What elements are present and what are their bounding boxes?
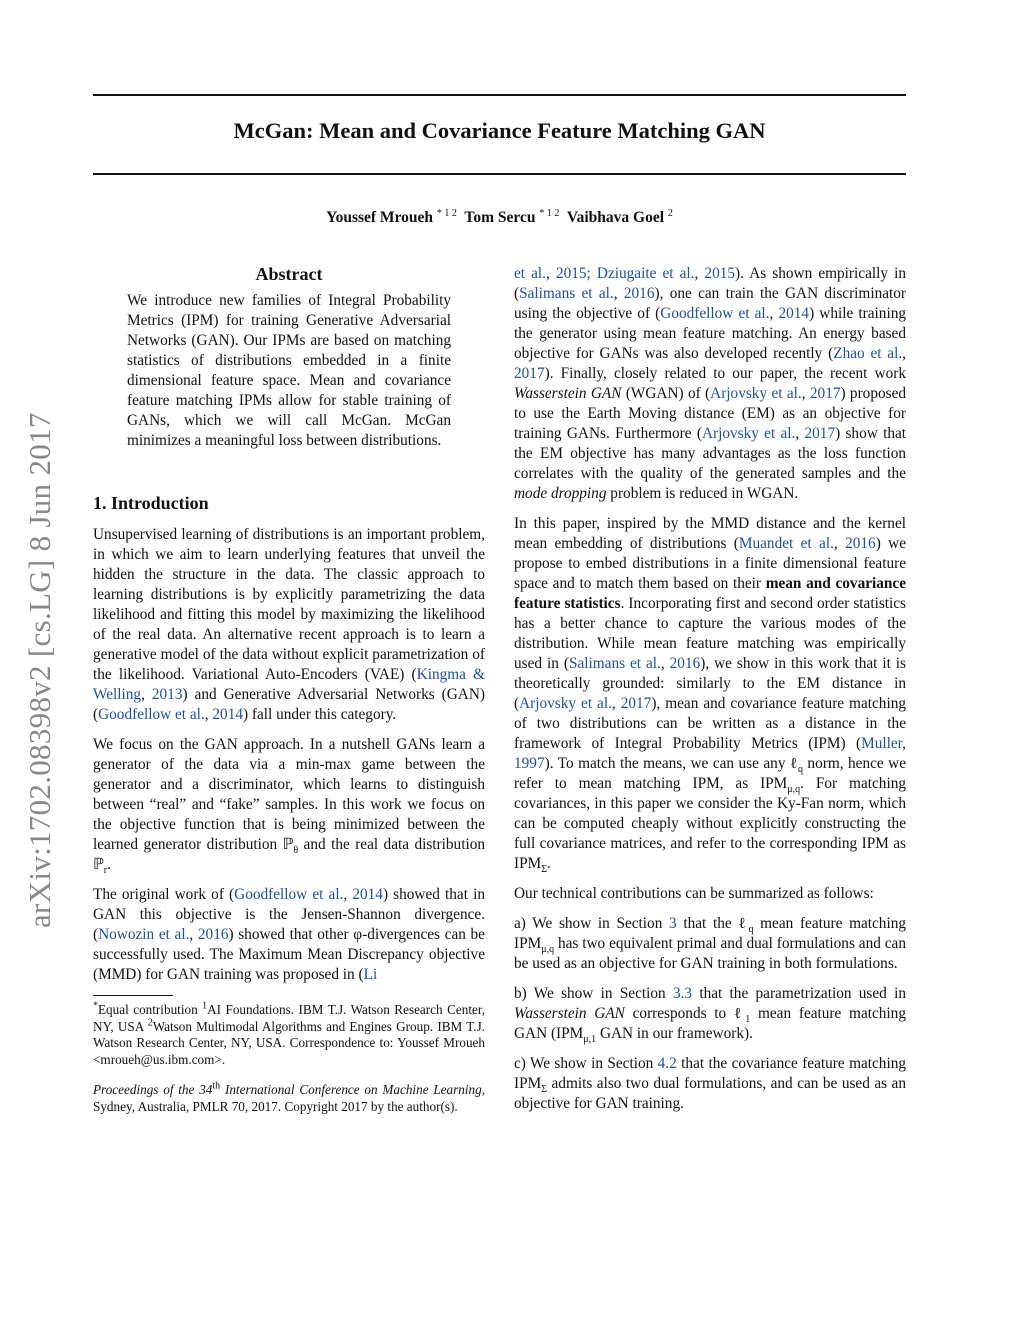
paragraph bbox=[514, 984, 906, 1044]
text-run: International Conference on Machine Learning bbox=[220, 1082, 482, 1097]
citation-link[interactable]: 2015 bbox=[704, 265, 736, 282]
text-run: a) We show in Section bbox=[514, 915, 670, 932]
text-run: q bbox=[797, 764, 803, 776]
text-run: 34 bbox=[199, 1082, 213, 1097]
text-run: We introduce new families of Integral Probability Metrics (IPM) for training Generative Adversarial Networks (GAN). Our IPMs are based on matching statistics of distributions embedded in a finite dimensional feature space. Mean and covariance feature matching IPMs allow for stable training of GANs, which we will call McGan. McGan minimizes a meaningful loss between distributions. bbox=[127, 292, 451, 449]
text-run: c) We show in Section bbox=[514, 1055, 658, 1072]
author-affiliation: * 1 2 bbox=[539, 207, 560, 219]
citation-link[interactable]: 2017 bbox=[804, 425, 836, 442]
paper-title: McGan: Mean and Covariance Feature Matching GAN bbox=[233, 118, 766, 143]
text-run: q bbox=[748, 924, 754, 936]
author-affiliation: * 1 2 bbox=[436, 207, 457, 219]
citation-link[interactable]: Arjovsky et al. bbox=[710, 385, 802, 402]
text-run: . bbox=[547, 855, 551, 872]
text-run: ), one can train the GAN discriminator using the objective of ( bbox=[514, 285, 906, 322]
citation-link[interactable]: Muller bbox=[861, 735, 903, 752]
text-run: ) show that the EM objective has many advantages as the loss function correlates with the quality of the generated samples and the bbox=[514, 425, 907, 482]
text-run: , Sydney, Australia, PMLR 70, 2017. Copyright 2017 by the author(s). bbox=[93, 1082, 485, 1114]
text-run: , bbox=[343, 886, 353, 903]
citation-link[interactable]: Kingma & Welling bbox=[93, 666, 485, 703]
text-run: corresponds to ℓ bbox=[624, 1005, 746, 1022]
title-bottom-rule bbox=[93, 173, 906, 175]
author-list bbox=[93, 209, 906, 227]
paragraph bbox=[514, 264, 906, 504]
text-run: . bbox=[107, 856, 111, 873]
citation-link[interactable]: 2016 bbox=[623, 285, 655, 302]
citation-link[interactable]: 2016 bbox=[197, 926, 229, 943]
text-run: 1 bbox=[745, 1014, 751, 1026]
text-run: , bbox=[660, 655, 670, 672]
author-name: Vaibhava Goel bbox=[566, 209, 665, 226]
text-run: Σ bbox=[541, 864, 548, 876]
text-run: , bbox=[902, 345, 906, 362]
author-name: Tom Sercu bbox=[464, 209, 536, 226]
footnote-rule bbox=[93, 995, 173, 996]
text-run: b) We show in Section bbox=[514, 985, 673, 1002]
text-run: , bbox=[204, 706, 213, 723]
text-run: Wasserstein GAN bbox=[514, 1005, 625, 1022]
text-run: mean feature matching GAN (IPM bbox=[514, 1005, 906, 1042]
abstract-heading: Abstract bbox=[255, 264, 323, 284]
citation-link[interactable]: 2016 bbox=[669, 655, 701, 672]
citation-link[interactable]: 3 bbox=[669, 915, 677, 932]
text-run: . Incorporating first and second order statistics has a better chance to capture the various modes of the distribution. While mean feature matching was empirically used in ( bbox=[514, 595, 907, 672]
citation-link[interactable]: Salimans et al. bbox=[568, 655, 661, 672]
text-run: , bbox=[694, 265, 705, 282]
citation-link[interactable]: 2014 bbox=[212, 706, 243, 723]
text-run: We focus on the GAN approach. In a nutshell GANs learn a generator of the data via a min-max game between the generator and a discriminator, which learns to distinguish between “real” and “fake” samples. In this work we focus on the objective function that is being minimized between the learned generator distribution ℙ bbox=[93, 736, 485, 853]
text-run: Our technical contributions can be summarized as follows: bbox=[514, 885, 874, 902]
text-run: , bbox=[795, 425, 805, 442]
paragraph bbox=[514, 914, 906, 974]
abstract-body bbox=[127, 291, 451, 451]
citation-link[interactable]: 2014 bbox=[352, 886, 383, 903]
paragraph bbox=[127, 291, 451, 451]
paragraph bbox=[93, 735, 485, 875]
author-name: Youssef Mroueh bbox=[326, 209, 434, 226]
text-run: ) and Generative Adversarial Networks (GAN) ( bbox=[93, 686, 485, 723]
text-run: 2 bbox=[147, 1017, 153, 1029]
paragraph bbox=[514, 884, 906, 904]
text-run: mode dropping bbox=[514, 485, 607, 502]
citation-link[interactable]: 2017 bbox=[809, 385, 841, 402]
text-run: , bbox=[833, 535, 846, 552]
citation-link[interactable]: Arjovsky et al. bbox=[519, 695, 612, 712]
text-run: μ,1 bbox=[583, 1034, 597, 1046]
text-run: , bbox=[769, 305, 779, 322]
text-run: Unsupervised learning of distributions is an important problem, in which we aim to learn underlying features that unveil the hidden the structure in the data. The classic approach to learning distributions is by explicitly parametrizing the data likelihood and fitting this model by maximizing the likelihood of the real data. An alternative recent approach is to learn a generative model of the data without explicit parametrization of the likelihood. Variational Auto-Encoders (VAE) ( bbox=[93, 526, 485, 683]
arxiv-identifier[interactable]: arXiv:1702.08398v2 [cs.LG] 8 Jun 2017 bbox=[22, 412, 57, 928]
text-run: Watson Multimodal Algorithms and Engines Group. IBM T.J. Watson Research Center, NY, USA. Correspondence to: Youssef Mroueh <mroueh@us.ibm.com>. bbox=[93, 1018, 485, 1067]
paragraph bbox=[514, 514, 906, 874]
footnotes bbox=[93, 1002, 485, 1115]
text-run: that the ℓ bbox=[676, 915, 749, 932]
text-run: ) fall under this category. bbox=[242, 706, 397, 723]
paragraph bbox=[93, 1002, 485, 1068]
citation-link[interactable]: Muandet et al. bbox=[738, 535, 834, 552]
citation-link[interactable]: 2017 bbox=[620, 695, 652, 712]
text-run: and the real data distribution ℙ bbox=[93, 836, 485, 873]
text-run: * bbox=[93, 1000, 98, 1012]
text-run: . For matching covariances, in this paper we consider the Ky-Fan norm, which can be computed cheaply without explicitly constructing the full covariance matrices, and refer to the corresponding IPM as IPM bbox=[514, 775, 906, 872]
text-run: admits also two dual formulations, and can be used as an objective for GAN training. bbox=[514, 1075, 906, 1112]
citation-link[interactable]: Goodfellow et al. bbox=[234, 886, 344, 903]
citation-link[interactable]: Li bbox=[363, 966, 378, 983]
citation-link[interactable]: Salimans et al. bbox=[519, 285, 614, 302]
text-run: , bbox=[801, 385, 810, 402]
paragraph bbox=[93, 525, 485, 725]
citation-link[interactable]: Goodfellow et al. bbox=[98, 706, 205, 723]
text-run: ) while training the generator using mean feature matching. An energy based objective for GANs was also developed recently ( bbox=[514, 305, 906, 362]
paragraph bbox=[514, 1054, 906, 1114]
paragraph bbox=[93, 885, 485, 985]
text-run: mean and covariance feature statistics bbox=[514, 575, 906, 612]
text-run: problem is reduced in WGAN. bbox=[606, 485, 799, 502]
top-rule bbox=[93, 94, 906, 96]
citation-link[interactable]: 2016 bbox=[845, 535, 876, 552]
text-run: , bbox=[613, 285, 624, 302]
citation-link[interactable]: Nowozin et al. bbox=[98, 926, 190, 943]
text-run: The original work of ( bbox=[93, 886, 235, 903]
text-run: ), mean and covariance feature matching of two distributions can be written as a distance in the framework of Integral Probability Metrics (IPM) ( bbox=[514, 695, 906, 752]
text-run: (WGAN) of ( bbox=[621, 385, 711, 402]
text-run: has two equivalent primal and dual formulations and can be used as an objective for GAN training in both formulations. bbox=[514, 935, 906, 972]
text-run: , bbox=[141, 686, 152, 703]
text-run: ). To match the means, we can use any ℓ bbox=[544, 755, 798, 772]
text-run: , bbox=[546, 265, 556, 282]
citation-link[interactable]: 4.2 bbox=[657, 1055, 677, 1072]
text-run: θ bbox=[293, 845, 299, 857]
text-run: ), we show in this work that it is theoretically grounded: similarly to the EM distance in ( bbox=[514, 655, 906, 712]
text-run: GAN in our framework). bbox=[596, 1025, 753, 1042]
text-run: , bbox=[611, 695, 621, 712]
right-column bbox=[514, 264, 906, 1124]
text-run: In this paper, inspired by the MMD distance and the kernel mean embedding of distributions ( bbox=[514, 515, 906, 552]
text-run: Σ bbox=[541, 1084, 548, 1096]
text-run: 1 bbox=[202, 1000, 208, 1012]
text-run: Wasserstein GAN bbox=[514, 385, 622, 402]
text-run: ) showed that in GAN this objective is the Jensen-Shannon divergence. ( bbox=[93, 886, 485, 943]
intro-body bbox=[93, 525, 485, 985]
citation-link[interactable]: 1997 bbox=[514, 755, 545, 772]
text-run: Proceedings of the bbox=[93, 1082, 200, 1097]
text-run: μ,q bbox=[787, 784, 801, 796]
text-run: μ,q bbox=[541, 944, 555, 956]
citation-link[interactable]: 3.3 bbox=[672, 985, 693, 1002]
text-run: ). As shown empirically in ( bbox=[514, 265, 907, 302]
text-run: ) proposed to use the Earth Moving distance (EM) as an objective for training GANs. Furthermore ( bbox=[514, 385, 907, 442]
author-affiliation: 2 bbox=[667, 207, 673, 219]
text-run: th bbox=[212, 1080, 221, 1092]
text-run: Equal contribution bbox=[98, 1002, 203, 1017]
paragraph bbox=[93, 1082, 485, 1115]
citation-link[interactable]: Zhao et al. bbox=[833, 345, 903, 362]
left-column bbox=[93, 264, 485, 1129]
citation-link[interactable]: 2014 bbox=[778, 305, 810, 322]
citation-link[interactable]: Goodfellow et al. bbox=[660, 305, 770, 322]
text-run: AI Foundations. IBM T.J. Watson Research Center, NY, USA bbox=[93, 1002, 485, 1034]
section-heading: 1. Introduction bbox=[93, 493, 209, 513]
citation-link[interactable]: 2017 bbox=[514, 365, 545, 382]
text-run: ) showed that other φ-divergences can be successfully used. The Maximum Mean Discrepancy objective (MMD) for GAN training was proposed in ( bbox=[93, 926, 485, 983]
citation-link[interactable]: Arjovsky et al. bbox=[701, 425, 796, 442]
text-run: mean feature matching IPM bbox=[514, 915, 906, 952]
text-run: that the covariance feature matching IPM bbox=[514, 1055, 906, 1092]
text-run: ) we propose to embed distributions in a finite dimensional feature space and to match them based on their bbox=[514, 535, 906, 592]
citation-link[interactable]: et al. bbox=[514, 265, 547, 282]
citation-link[interactable]: 2013 bbox=[151, 686, 183, 703]
text-run: r bbox=[103, 865, 108, 877]
citation-link[interactable]: 2015; Dziugaite et al. bbox=[555, 265, 695, 282]
text-run: that the parametrization used in bbox=[692, 985, 906, 1002]
text-run: , bbox=[902, 735, 906, 752]
text-run: ). Finally, closely related to our paper, the recent work bbox=[544, 365, 906, 382]
text-run: , bbox=[189, 926, 198, 943]
text-run: norm, hence we refer to mean matching IPM, as IPM bbox=[514, 755, 906, 792]
